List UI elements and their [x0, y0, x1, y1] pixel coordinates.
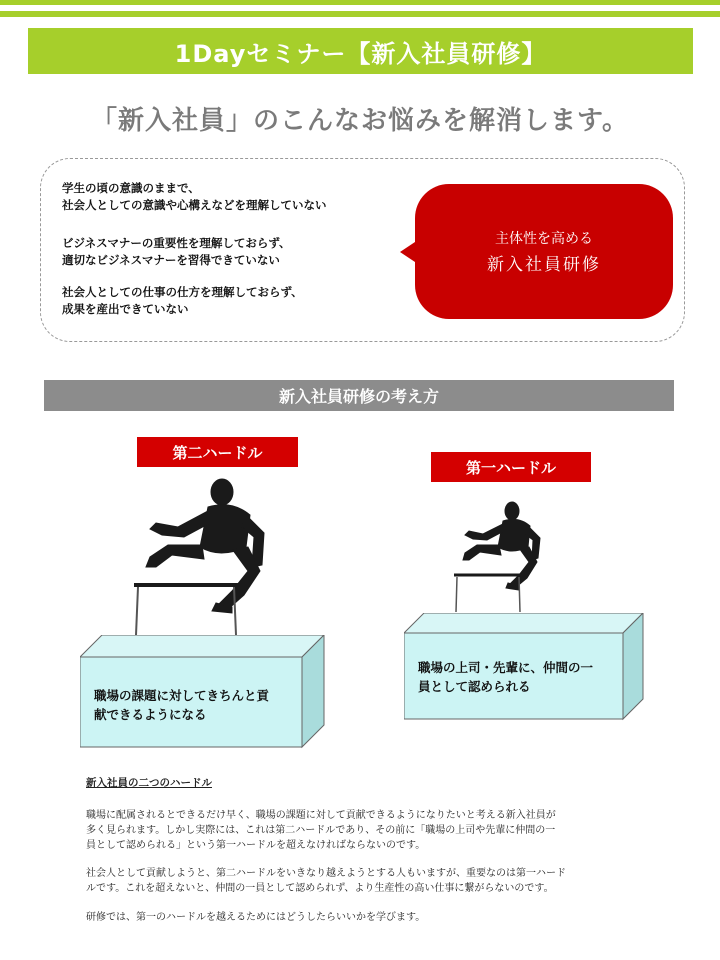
article-title: 新入社員の二つのハードル [86, 777, 212, 789]
headline: 「新入社員」のこんなお悩みを解消します。 [91, 106, 629, 136]
concern-item-2: ビジネスマナーの重要性を理解しておらず、 適切なビジネスマナーを習得できていない [62, 236, 291, 267]
top-accent-line [0, 0, 720, 5]
bubble-title: 新入社員研修 [487, 255, 601, 275]
speech-bubble [415, 184, 673, 319]
second-hurdle-description: 職場の課題に対してきちんと貢 献できるようになる [94, 688, 270, 722]
hurdler-illustration-first [446, 500, 576, 620]
concern-item-1: 学生の頃の意識のままで、 社会人としての意識や心構えなどを理解していない [62, 181, 327, 212]
top-accent-line-2 [0, 11, 720, 17]
article-paragraph-2: 社会人として貢献しようと、第二ハードルをいきなり越えようとする人もいますが、重要なのは第一ハード ルです。これを超えないと、仲間の一員として認められず、より生産性の高い仕事に繋がらないのです。 [86, 868, 566, 894]
bubble-subtitle: 主体性を高める [495, 231, 593, 247]
second-hurdle-label: 第二ハードル [137, 437, 298, 467]
page-title: 1Dayセミナー【新入社員研修】 [28, 28, 693, 74]
article-paragraph-3: 研修では、第一のハードルを越えるためにはどうしたらいいかを学びます。 [86, 912, 426, 923]
hurdler-illustration-second [120, 475, 320, 660]
first-hurdle-label: 第一ハードル [431, 452, 591, 482]
article-paragraph-1: 職場に配属されるとできるだけ早く、職場の課題に対して貢献できるようになりたいと考える新入社員が 多く見られます。しかし実際には、これは第二ハードルであり、その前に「職場の上司や先輩に仲間の一 員として認められる」という第一ハードルを超えなければならないのです。 [86, 810, 556, 851]
first-hurdle-description: 職場の上司・先輩に、仲間の一 員として認められる [418, 660, 594, 694]
concern-item-3: 社会人としての仕事の仕方を理解しておらず、 成果を産出できていない [62, 285, 303, 316]
section-title: 新入社員研修の考え方 [44, 380, 674, 411]
